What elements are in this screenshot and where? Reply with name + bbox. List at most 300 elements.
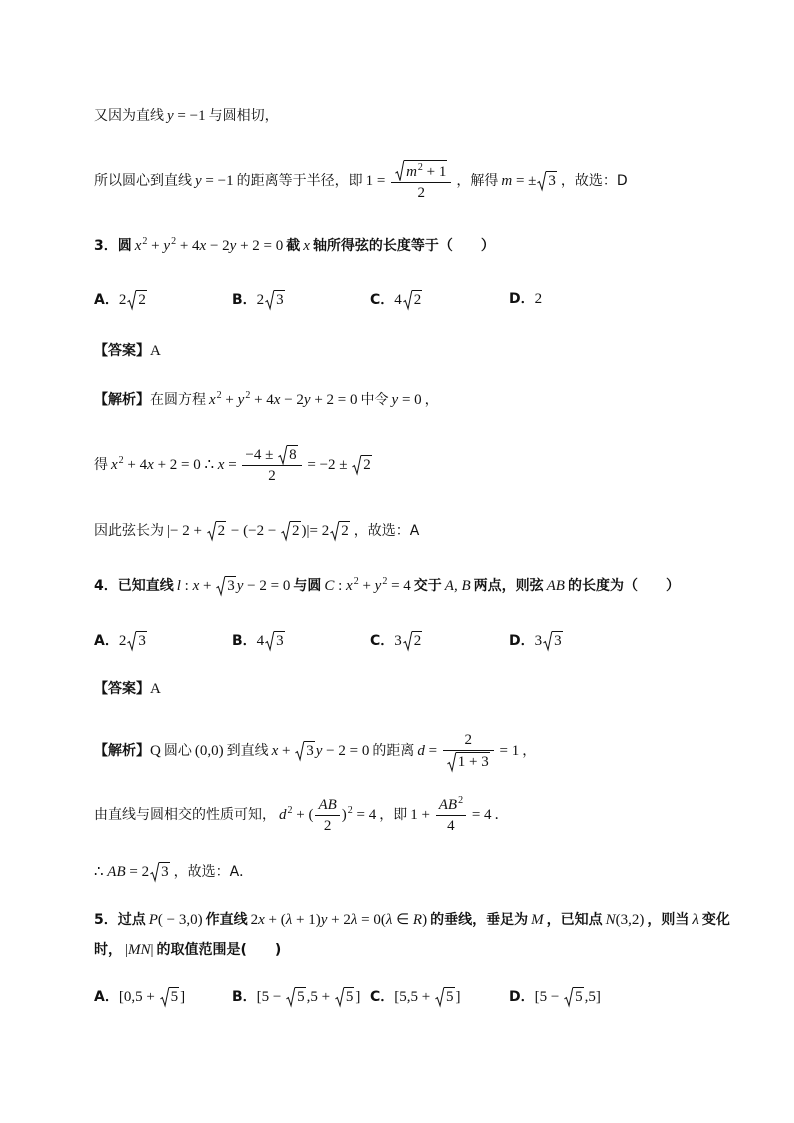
- math-expression: +: [199, 578, 216, 595]
- math-variable: x: [271, 743, 279, 759]
- math-variable: y: [163, 238, 171, 255]
- math-expression: |− 2 +: [167, 522, 206, 539]
- radical-sign-glyph: [395, 160, 404, 181]
- math-expression: |: [150, 942, 154, 959]
- superscript: 2: [353, 576, 359, 588]
- math-expression: 3: [306, 743, 314, 759]
- square-root: [127, 631, 147, 650]
- math-expression: 2: [217, 522, 226, 539]
- math-expression: (0,0): [194, 743, 224, 759]
- math-variable: x: [134, 238, 142, 255]
- fraction-denominator: [443, 751, 494, 771]
- q4-option-b: [232, 613, 286, 669]
- math-expression: + 4: [176, 238, 200, 255]
- q3-option-c: [370, 272, 423, 328]
- fraction-denominator: [436, 816, 466, 835]
- superscript: 2: [171, 236, 177, 248]
- square-root: [352, 455, 372, 474]
- q3-options: [94, 272, 754, 328]
- q3-analysis-line-2: [94, 437, 754, 493]
- math-expression: = −1: [201, 173, 234, 189]
- square-root: [537, 171, 557, 190]
- math-variable: AB: [318, 796, 337, 813]
- line-content: [94, 795, 509, 835]
- math-expression: +: [358, 578, 375, 595]
- math-expression: 3: [534, 632, 543, 649]
- math-expression: 2: [413, 291, 422, 308]
- radicand: [159, 862, 170, 881]
- radical-sign: [537, 171, 546, 190]
- math-expression: 2: [363, 457, 371, 473]
- square-root: [207, 521, 227, 540]
- text-run: 与圆: [293, 578, 322, 595]
- q4-option-d: [509, 613, 564, 669]
- fraction-denominator: [391, 183, 451, 202]
- math-expression: 2: [250, 912, 259, 929]
- text-run: 轴所得弦的长度等于（ ）: [312, 238, 495, 255]
- math-expression: ∈: [392, 912, 413, 929]
- radicand: [274, 631, 285, 650]
- option-label: B．: [232, 291, 257, 308]
- radical-sign: [127, 290, 136, 309]
- math-expression: 3: [548, 173, 556, 189]
- line-content: [94, 445, 373, 485]
- q4-analysis-line-1: [94, 723, 754, 779]
- fraction-numerator: [315, 796, 339, 816]
- superscript: 2: [216, 390, 222, 402]
- math-variable: x: [192, 578, 200, 595]
- radicand: [546, 171, 557, 190]
- fraction: [315, 796, 339, 835]
- text-run: 5．过点: [94, 912, 146, 929]
- math-variable: N: [605, 912, 616, 929]
- math-variable: R: [412, 912, 423, 929]
- math-variable: AB: [438, 797, 458, 813]
- line-content: [94, 862, 253, 883]
- square-root: [281, 521, 301, 540]
- math-expression: + 2 = 0: [310, 392, 358, 409]
- radicand: [304, 741, 315, 760]
- text-run: 时，: [94, 942, 122, 959]
- radicand: [361, 455, 372, 474]
- option-value: [535, 633, 564, 649]
- text-run: 两点，则弦: [473, 578, 544, 595]
- math-variable: d: [279, 807, 287, 823]
- text-run: 与圆相切，: [208, 108, 279, 125]
- math-variable: M: [531, 912, 544, 929]
- q5-options: [94, 969, 754, 1025]
- option-label: C．: [370, 291, 395, 308]
- radicand: [339, 521, 350, 540]
- radicand: [274, 290, 285, 309]
- question-text: [94, 941, 281, 961]
- math-expression: 3: [161, 863, 169, 880]
- math-variable: y: [391, 392, 399, 409]
- math-expression: 2: [138, 291, 146, 308]
- text-run: 3．圆: [94, 238, 132, 255]
- radical-sign-glyph: [295, 741, 304, 760]
- text-run: 截: [286, 238, 301, 255]
- math-expression: 2: [118, 291, 127, 308]
- math-variable: y: [195, 173, 202, 189]
- fraction-denominator: [242, 466, 301, 485]
- superscript: 2: [142, 236, 148, 248]
- fraction-numerator: [391, 160, 451, 183]
- text-run: 4．已知直线: [94, 578, 174, 595]
- text-run: 得: [94, 457, 108, 473]
- math-expression: 2: [341, 522, 349, 539]
- fraction-numerator: [443, 731, 494, 751]
- math-expression: 5: [575, 988, 583, 1005]
- math-variable: m: [406, 163, 417, 180]
- math-variable: MN: [128, 942, 151, 959]
- radical-sign: [281, 521, 290, 540]
- math-expression: + 2 = 0 ∴: [153, 457, 218, 473]
- math-variable: y: [315, 743, 323, 759]
- math-expression: +: [221, 392, 238, 409]
- radical-sign-glyph: [435, 987, 444, 1006]
- math-variable: y: [229, 238, 237, 255]
- square-root: [265, 290, 285, 309]
- option-label: B．: [232, 988, 257, 1005]
- line-content: [94, 160, 628, 202]
- math-expression: − 2 = 0: [243, 578, 291, 595]
- superscript: 2: [417, 161, 423, 173]
- option-value: [535, 989, 601, 1005]
- prev-solution-line-1: [94, 89, 754, 145]
- option-label: D．: [509, 632, 535, 649]
- radical-sign: [447, 752, 456, 771]
- math-expression: 2: [118, 632, 127, 649]
- math-expression: 2: [413, 632, 422, 649]
- math-expression: = 0: [398, 392, 422, 409]
- math-expression: = −1: [173, 108, 206, 125]
- text-run: 的长度为（ ）: [567, 578, 680, 595]
- math-variable: x: [346, 578, 353, 595]
- math-expression: = ±: [512, 173, 537, 189]
- answer-label: 【答案】: [94, 343, 150, 360]
- square-root: [265, 631, 285, 650]
- math-expression: [5 −: [534, 988, 564, 1005]
- math-expression: |: [125, 942, 129, 959]
- radicand: [344, 987, 355, 1006]
- math-variable: x: [303, 238, 310, 255]
- radical-sign: [330, 521, 339, 540]
- line-content: [150, 392, 439, 408]
- text-run: ，故选：A: [353, 522, 420, 539]
- option-value: [394, 633, 423, 649]
- question-text: [94, 575, 680, 597]
- math-variable: P: [148, 912, 158, 929]
- answer-value: A: [150, 343, 161, 360]
- q3-option-d: [509, 272, 542, 328]
- math-variable: λ: [692, 912, 699, 929]
- radical-sign: [352, 455, 361, 474]
- square-root: [278, 445, 298, 464]
- radicand: [404, 160, 447, 181]
- text-run: ，故选：A．: [173, 863, 254, 880]
- radical-sign-glyph: [564, 987, 573, 1006]
- math-expression: 5: [170, 988, 179, 1005]
- math-expression: − 2: [280, 392, 304, 409]
- radical-sign: [278, 445, 287, 464]
- math-expression: 8: [289, 446, 297, 463]
- math-expression: − 2 = 0: [322, 743, 370, 759]
- superscript: 2: [347, 805, 353, 816]
- text-run: ，: [522, 743, 537, 759]
- radical-sign-glyph: [127, 290, 136, 309]
- math-expression: 5: [345, 988, 354, 1005]
- math-expression: ,5]: [584, 988, 601, 1005]
- math-expression: 3: [227, 578, 235, 595]
- option-value: [257, 292, 286, 308]
- math-variable: x: [147, 457, 154, 473]
- math-variable: y: [374, 578, 382, 595]
- q3-analysis-line-1: [94, 372, 754, 428]
- radical-sign-glyph: [265, 631, 274, 650]
- fraction: [436, 795, 466, 835]
- q3-stem: [94, 218, 754, 274]
- math-variable: x: [209, 392, 216, 409]
- math-variable: y: [237, 392, 245, 409]
- square-root: [395, 160, 447, 181]
- option-label: C．: [370, 632, 395, 649]
- radical-sign-glyph: [352, 455, 361, 474]
- math-expression: 3: [554, 632, 562, 649]
- fraction-denominator: [315, 816, 339, 835]
- math-variable: AB: [546, 578, 565, 595]
- math-expression: +: [278, 743, 295, 759]
- square-root: [286, 987, 306, 1006]
- option-value: [394, 989, 460, 1005]
- option-value: [535, 291, 543, 307]
- radical-sign-glyph: [278, 445, 287, 464]
- text-run: 因此弦长为: [94, 522, 164, 539]
- math-expression: = −2 ±: [303, 457, 352, 473]
- math-expression: + 4: [123, 457, 148, 473]
- radical-sign: [543, 631, 552, 650]
- math-expression: 2: [292, 522, 300, 539]
- option-value: [119, 292, 148, 308]
- math-expression: 1 =: [365, 173, 390, 189]
- q4-option-c: [370, 613, 423, 669]
- math-expression: 2: [417, 185, 425, 202]
- q5-option-a: [94, 969, 185, 1025]
- math-expression: :: [334, 578, 347, 595]
- q4-options: [94, 613, 754, 669]
- radical-sign: [127, 631, 136, 650]
- text-run: 的距离: [372, 743, 415, 759]
- radicand: [295, 987, 306, 1006]
- text-run: 所以圆心到直线: [94, 173, 192, 189]
- analysis-label: 【解析】: [94, 743, 150, 759]
- math-expression: ]: [355, 988, 361, 1005]
- option-label: D．: [509, 291, 535, 308]
- radical-sign: [286, 987, 295, 1006]
- square-root: [447, 752, 490, 771]
- option-value: [394, 292, 423, 308]
- math-expression: + 1: [422, 163, 447, 180]
- square-root: [295, 741, 315, 760]
- radical-sign-glyph: [537, 171, 546, 190]
- math-expression: Q: [150, 743, 161, 759]
- radical-sign: [207, 521, 216, 540]
- radical-sign: [265, 290, 274, 309]
- math-expression: −4 ±: [245, 446, 278, 463]
- q4-analysis-line-2: [94, 787, 754, 843]
- square-root: [543, 631, 563, 650]
- q3-option-a: [94, 272, 148, 328]
- math-expression: =: [224, 457, 241, 473]
- superscript: 2: [287, 805, 293, 816]
- radicand: [169, 987, 180, 1006]
- math-expression: [5,5 +: [394, 988, 434, 1005]
- radicand: [573, 987, 584, 1006]
- answer-value: A: [150, 681, 161, 698]
- radical-sign-glyph: [543, 631, 552, 650]
- radical-sign-glyph: [265, 290, 274, 309]
- math-expression: [5 −: [256, 988, 286, 1005]
- square-root: [403, 290, 423, 309]
- radical-sign: [564, 987, 573, 1006]
- math-expression: :: [180, 578, 193, 595]
- radical-sign-glyph: [447, 752, 456, 771]
- q4-option-a: [94, 613, 148, 669]
- math-expression: = 0(: [357, 912, 386, 929]
- math-expression: − (−2 −: [227, 522, 281, 539]
- radicand: [456, 752, 490, 771]
- line-content: [94, 107, 279, 127]
- radical-sign-glyph: [216, 576, 225, 595]
- radical-sign: [403, 631, 412, 650]
- option-label: A．: [94, 291, 119, 308]
- radical-sign-glyph: [150, 862, 159, 881]
- math-expression: 1 + 3: [457, 753, 489, 770]
- math-variable: λ: [285, 912, 293, 929]
- q5-option-c: [370, 969, 461, 1025]
- math-variable: y: [167, 108, 174, 125]
- option-label: B．: [232, 632, 257, 649]
- radicand: [412, 631, 423, 650]
- math-expression: ∴: [94, 863, 108, 880]
- math-variable: x: [111, 457, 118, 473]
- math-expression: + 2 = 0: [236, 238, 284, 255]
- math-expression: +: [147, 238, 164, 255]
- math-expression: =: [424, 743, 441, 759]
- line-content: [94, 521, 419, 542]
- option-label: D．: [509, 988, 535, 1005]
- radicand: [225, 576, 236, 595]
- superscript: 2: [118, 455, 124, 466]
- square-root: [127, 290, 147, 309]
- math-expression: 3: [276, 632, 284, 649]
- text-run: 中令: [360, 392, 389, 409]
- text-run: 的距离等于半径，即: [236, 173, 363, 189]
- math-expression: 4: [447, 818, 455, 834]
- fraction-numerator: [436, 795, 466, 816]
- radicand: [287, 445, 298, 464]
- radical-sign-glyph: [160, 987, 169, 1006]
- math-expression: 3: [276, 291, 284, 308]
- superscript: 2: [245, 390, 251, 402]
- math-expression: = 1: [495, 743, 520, 759]
- math-expression: 3: [394, 632, 402, 649]
- text-run: ，已知点: [546, 912, 603, 929]
- radical-sign: [216, 576, 225, 595]
- radical-sign-glyph: [335, 987, 344, 1006]
- math-expression: 5: [446, 988, 454, 1005]
- q4-analysis-line-3: [94, 844, 754, 900]
- q5-option-d: [509, 969, 601, 1025]
- radical-sign-glyph: [403, 290, 412, 309]
- math-expression: ,5 +: [306, 988, 334, 1005]
- text-run: ，则当: [647, 912, 690, 929]
- math-expression: = 2: [125, 863, 150, 880]
- math-expression: − 2: [206, 238, 230, 255]
- fraction: [242, 445, 301, 485]
- math-variable: x: [199, 238, 207, 255]
- q5-option-b: [232, 969, 360, 1025]
- square-root: [216, 576, 236, 595]
- math-expression: [0,5 +: [118, 988, 159, 1005]
- math-expression: (3,2): [615, 912, 645, 929]
- math-variable: y: [303, 392, 311, 409]
- prev-solution-line-2: [94, 153, 754, 209]
- text-run: 的取值范围是( ): [156, 942, 282, 959]
- q4-stem: [94, 558, 754, 614]
- math-expression: ]: [180, 988, 186, 1005]
- option-value: [119, 633, 148, 649]
- line-content: [150, 731, 537, 770]
- math-expression: ( − 3,0): [157, 912, 203, 929]
- math-expression: 5: [297, 988, 305, 1005]
- math-expression: + 2: [327, 912, 351, 929]
- math-expression: + 1): [292, 912, 321, 929]
- fraction: [443, 731, 494, 771]
- math-variable: C: [324, 578, 335, 595]
- text-run: 由直线与圆相交的性质可知，: [94, 807, 276, 823]
- math-expression: = 4: [387, 578, 411, 595]
- math-expression: 2: [464, 731, 473, 748]
- radical-sign: [295, 741, 304, 760]
- radical-sign-glyph: [403, 631, 412, 650]
- math-variable: x: [258, 912, 265, 929]
- text-run: 的垂线，垂足为: [430, 912, 529, 929]
- q3-analysis-line-3: [94, 503, 754, 559]
- math-variable: y: [320, 912, 328, 929]
- analysis-label: 【解析】: [94, 392, 150, 409]
- math-expression: + 4: [250, 392, 274, 409]
- math-expression: + (: [292, 807, 314, 823]
- option-value: [257, 633, 286, 649]
- square-root: [564, 987, 584, 1006]
- superscript: 2: [382, 576, 388, 588]
- math-expression: = 4: [468, 807, 492, 823]
- math-expression: 4: [256, 632, 265, 649]
- radicand: [444, 987, 455, 1006]
- q3-option-b: [232, 272, 286, 328]
- fraction-numerator: [242, 445, 301, 466]
- math-variable: y: [236, 578, 244, 595]
- option-label: C．: [370, 988, 395, 1005]
- radical-sign-glyph: [286, 987, 295, 1006]
- text-run: 变化: [701, 912, 730, 929]
- math-variable: λ: [350, 912, 358, 929]
- radical-sign: [335, 987, 344, 1006]
- square-root: [335, 987, 355, 1006]
- square-root: [403, 631, 423, 650]
- radical-sign: [265, 631, 274, 650]
